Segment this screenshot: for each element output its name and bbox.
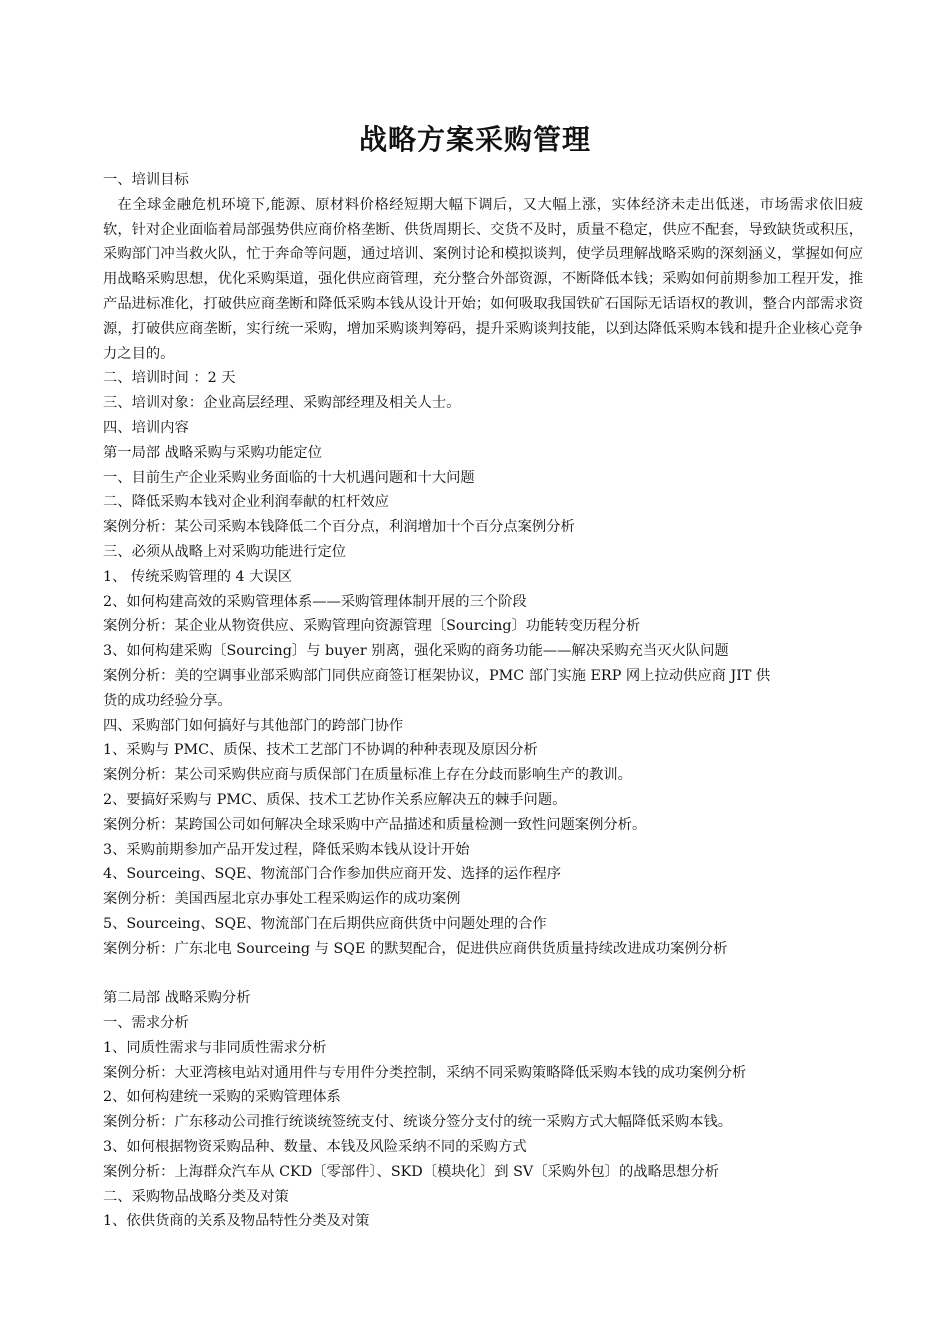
case-analysis-line: 案例分析：上海群众汽车从 CKD〔零部件〕、SKD〔模块化〕到 SV〔采购外包〕的战略思想分析 bbox=[103, 1163, 720, 1180]
case-analysis-line: 案例分析：大亚湾核电站对通用件与专用件分类控制，采纳不同采购策略降低采购本钱的成功案例分析 bbox=[103, 1064, 747, 1081]
section-heading: 四、培训内容 bbox=[103, 419, 189, 436]
text-line: 货的成功经验分享。 bbox=[103, 692, 232, 709]
text-line: 4、Sourceing、SQE、物流部门合作参加供应商开发、选择的运作程序 bbox=[103, 866, 562, 883]
part-heading: 第一局部 战略采购与采购功能定位 bbox=[103, 444, 322, 461]
case-analysis-line: 案例分析：美的空调事业部采购部门同供应商签订框架协议，PMC 部门实施 ERP 网上拉动供应商 JIT 供 bbox=[103, 667, 771, 684]
text-line: 1、依供货商的关系及物品特性分类及对策 bbox=[103, 1213, 370, 1230]
text-line: 三、培训对象：企业高层经理、采购部经理及相关人士。 bbox=[103, 395, 461, 412]
text-line: 3、采购前期参加产品开发过程，降低采购本钱从设计开始 bbox=[103, 841, 470, 858]
text-line: 3、如何构建采购〔Sourcing〕与 buyer 别离，强化采购的商务功能——解决采购充当灭火队问题 bbox=[103, 643, 729, 660]
text-line: 2、要搞好采购与 PMC、质保、技术工艺协作关系应解决五的棘手问题。 bbox=[103, 791, 567, 808]
objective-paragraph: 在全球金融危机环境下,能源、原材料价格经短期大幅下调后，又大幅上涨，实体经济未走出低迷，市场需求依旧疲软，针对企业面临着局部强势供应商价格垄断、供货周期长、交货不及时，质量不稳定，供应不配套，导致缺货或积压，采购部门冲当救火队，忙于奔命等问题，通过培训、案例讨论和模拟谈判，使学员理解战略采购的深刻涵义，掌握如何应用战略采购思想，优化采购渠道，强化供应商管理，充分整合外部资源，不断降低本钱；采购如何前期参加工程开发，推产品进标准化，打破供应商垄断和降低采购本钱从设计开始；如何吸取我国铁矿石国际无话语权的教训，整合内部需求资源，打破供应商垄断，实行统一采购，增加采购谈判筹码，提升采购谈判技能，以到达降低采购本钱和提升企业核心竞争力之目的。 bbox=[103, 196, 863, 362]
text-line: 1、采购与 PMC、质保、技术工艺部门不协调的种种表现及原因分析 bbox=[103, 742, 538, 759]
part-heading: 第二局部 战略采购分析 bbox=[103, 990, 251, 1007]
document-title: 战略方案采购管理 bbox=[358, 123, 591, 156]
case-analysis-line: 案例分析：某公司采购供应商与质保部门在质量标准上存在分歧而影响生产的教训。 bbox=[103, 767, 632, 784]
case-analysis-line: 案例分析：某跨国公司如何解决全球采购中产品描述和质量检测一致性问题案例分析。 bbox=[103, 816, 647, 833]
text-line: 3、如何根据物资采购品种、数量、本钱及风险采纳不同的采购方式 bbox=[103, 1139, 527, 1156]
text-line: 四、采购部门如何搞好与其他部门的跨部门协作 bbox=[103, 717, 404, 734]
case-analysis-line: 案例分析：广东移动公司推行统谈统签统支付、统谈分签分支付的统一采购方式大幅降低采购本钱。 bbox=[103, 1114, 733, 1131]
text-line: 5、Sourceing、SQE、物流部门在后期供应商供货中问题处理的合作 bbox=[103, 915, 547, 932]
text-line: 2、如何构建统一采购的采购管理体系 bbox=[103, 1089, 341, 1106]
text-line: 2、如何构建高效的采购管理体系——采购管理体制开展的三个阶段 bbox=[103, 593, 527, 610]
case-analysis-line: 案例分析：美国西屋北京办事处工程采购运作的成功案例 bbox=[103, 891, 461, 908]
text-line: 1、同质性需求与非同质性需求分析 bbox=[103, 1039, 327, 1056]
text-line: 二、降低采购本钱对企业利润奉献的杠杆效应 bbox=[103, 494, 389, 511]
case-analysis-line: 案例分析：某公司采购本钱降低二个百分点，利润增加十个百分点案例分析 bbox=[103, 519, 575, 536]
text-line: 1、 传统采购管理的 4 大误区 bbox=[103, 568, 293, 585]
text-line: 一、需求分析 bbox=[103, 1015, 189, 1032]
text-line: 三、必须从战略上对采购功能进行定位 bbox=[103, 543, 347, 560]
blank-line bbox=[103, 962, 863, 987]
section-heading: 一、培训目标 bbox=[103, 172, 189, 188]
text-line: 二、培训时间 ：2 天 bbox=[103, 370, 236, 387]
case-analysis-line: 案例分析：某企业从物资供应、采购管理向资源管理〔Sourcing〕功能转变历程分析 bbox=[103, 618, 641, 635]
text-line: 一、目前生产企业采购业务面临的十大机遇问题和十大问题 bbox=[103, 469, 475, 486]
text-line: 二、采购物品战略分类及对策 bbox=[103, 1188, 289, 1205]
case-analysis-line: 案例分析：广东北电 Sourceing 与 SQE 的默契配合，促进供应商供货质量持续改进成功案例分析 bbox=[103, 940, 728, 957]
document-body bbox=[103, 168, 863, 1234]
